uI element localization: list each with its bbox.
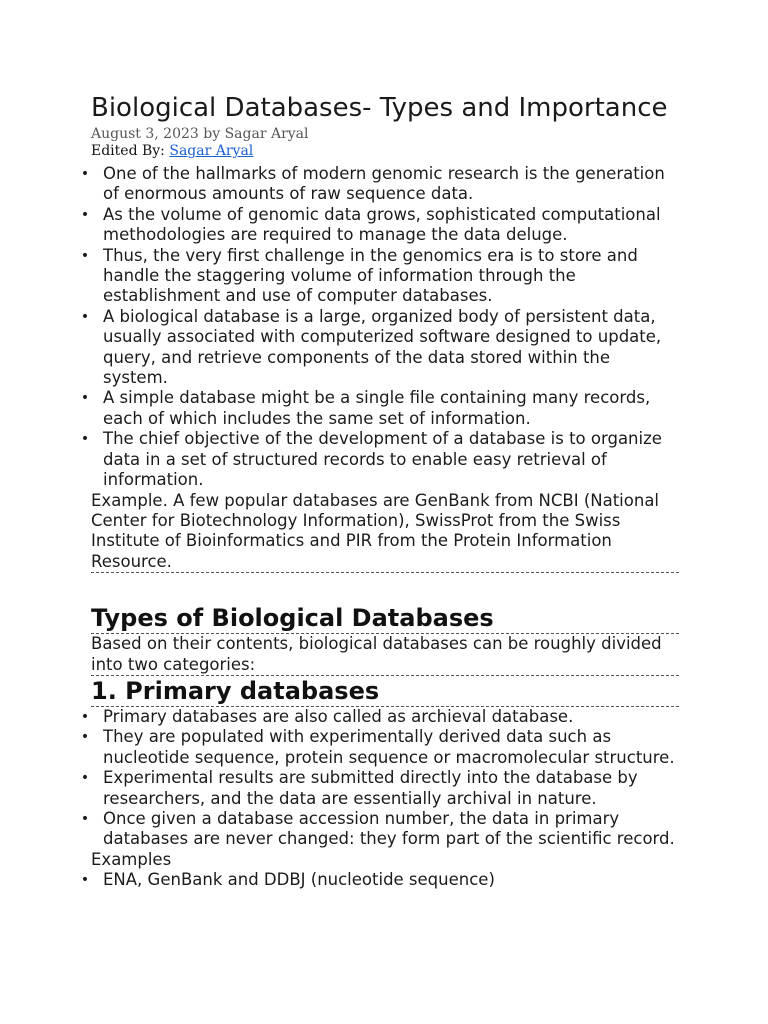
examples-bullet-list: [91, 870, 679, 890]
page-title: Biological Databases- Types and Importance: [91, 93, 668, 123]
date-author-line: August 3, 2023 by Sagar Aryal: [91, 126, 309, 142]
spacer: [91, 573, 679, 603]
list-item: • Thus, the very first challenge in the genomics era is to store and handle the staggering volume of information through the establishment and use of computer databases.: [103, 246, 679, 307]
editor-link[interactable]: Sagar Aryal: [169, 143, 254, 159]
examples-label: Examples: [91, 849, 172, 869]
list-item: • One of the hallmarks of modern genomic research is the generation of enormous amounts of raw sequence data.: [103, 164, 679, 205]
types-heading: Types of Biological Databases: [91, 603, 679, 634]
primary-databases-heading: 1. Primary databases: [91, 676, 679, 707]
primary-bullet-list: [91, 707, 679, 850]
list-item: • Primary databases are also called as archieval database.: [103, 707, 679, 727]
list-item: • The chief objective of the development of a database is to organize data in a set of structured records to enable easy retrieval of information.: [103, 429, 679, 490]
edited-by-line: [91, 143, 679, 160]
list-item: • A simple database might be a single file containing many records, each of which includes the same set of information.: [103, 388, 679, 429]
list-item: • ENA, GenBank and DDBJ (nucleotide sequence): [103, 870, 679, 890]
list-item: • Experimental results are submitted directly into the database by researchers, and the data are essentially archival in nature.: [103, 768, 679, 809]
list-item: • They are populated with experimentally derived data such as nucleotide sequence, protein sequence or macromolecular structure.: [103, 727, 679, 768]
edited-by-label: Edited By:: [91, 143, 170, 159]
list-item: • A biological database is a large, organized body of persistent data, usually associated with computerized software designed to update, query, and retrieve components of the data stored within the system.: [103, 307, 679, 389]
list-item: • As the volume of genomic data grows, sophisticated computational methodologies are required to manage the data deluge.: [103, 205, 679, 246]
article: [91, 90, 679, 891]
intro-bullet-list: [91, 164, 679, 491]
list-item: • Once given a database accession number, the data in primary databases are never changed: they form part of the scientific record.: [103, 809, 679, 850]
example-paragraph: Example. A few popular databases are GenBank from NCBI (National Center for Biotechnology Information), SwissProt from the Swiss Institute of Bioinformatics and PIR from the Protein Information Resource.: [91, 491, 679, 574]
types-intro: Based on their contents, biological databases can be roughly divided into two categories:: [91, 634, 679, 676]
